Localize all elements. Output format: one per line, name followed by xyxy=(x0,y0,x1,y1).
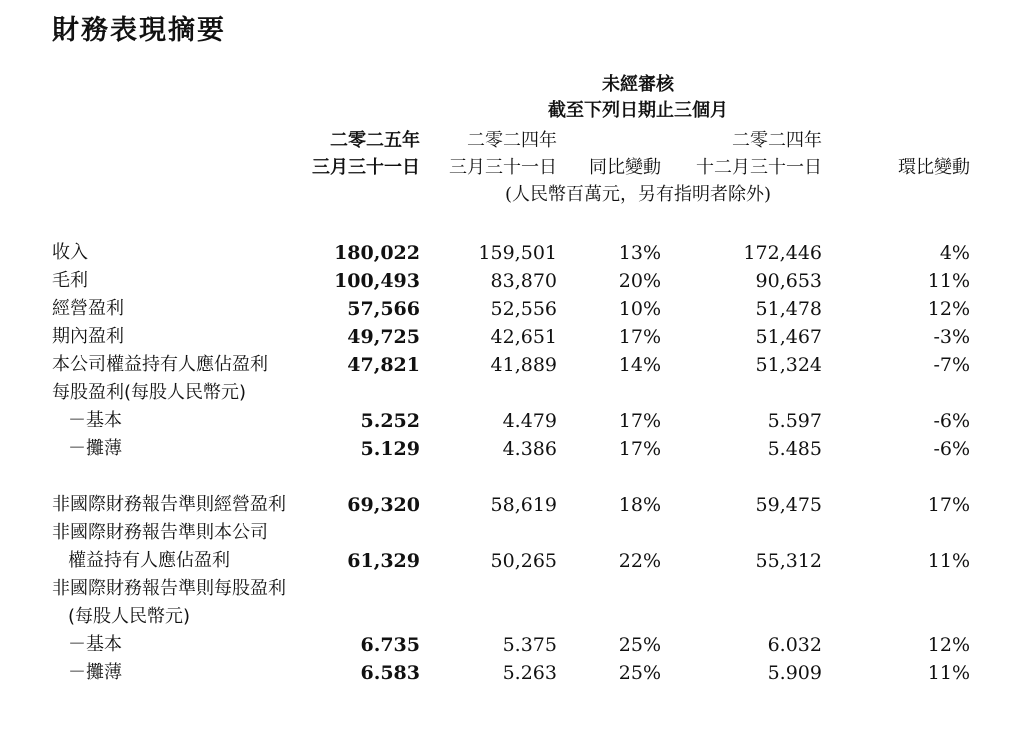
value-yoy: 17% xyxy=(618,326,661,348)
page-title: 財務表現摘要 xyxy=(52,15,226,46)
value-yoy: 10% xyxy=(618,298,661,320)
value-2025q1: 49,725 xyxy=(347,326,420,348)
table-row xyxy=(0,603,1024,631)
value-qoq: 11% xyxy=(927,550,970,572)
value-yoy: 22% xyxy=(618,550,661,572)
unaudited-label: 未經審核 xyxy=(602,74,674,95)
value-2025q1: 100,493 xyxy=(334,270,420,292)
row-label: (每股人民幣元) xyxy=(68,606,191,627)
value-qoq: -6% xyxy=(933,438,970,460)
value-qoq: 17% xyxy=(927,494,970,516)
row-label: －攤薄 xyxy=(68,438,122,459)
row-label: 非國際財務報告準則每股盈利 xyxy=(52,578,286,599)
col3-header: 同比變動 xyxy=(589,157,661,178)
value-yoy: 14% xyxy=(618,354,661,376)
table-row xyxy=(0,267,1024,295)
table-row xyxy=(0,351,1024,379)
value-2025q1: 57,566 xyxy=(347,298,420,320)
value-yoy: 17% xyxy=(618,410,661,432)
col5-header: 環比變動 xyxy=(898,157,970,178)
row-label: 權益持有人應佔盈利 xyxy=(68,550,230,571)
value-yoy: 25% xyxy=(618,634,661,656)
value-qoq: 4% xyxy=(939,242,970,264)
value-2024q4: 172,446 xyxy=(743,242,822,264)
value-2024q4: 51,478 xyxy=(755,298,822,320)
row-label: 毛利 xyxy=(52,270,88,291)
value-qoq: 11% xyxy=(927,270,970,292)
value-2024q4: 55,312 xyxy=(755,550,822,572)
table-row xyxy=(0,407,1024,435)
table-row xyxy=(0,491,1024,519)
col1-header-year: 二零二五年 xyxy=(330,130,420,151)
row-label: 本公司權益持有人應佔盈利 xyxy=(52,354,268,375)
col2-header-date: 三月三十一日 xyxy=(449,157,557,178)
table-row xyxy=(0,435,1024,463)
value-2025q1: 180,022 xyxy=(334,242,420,264)
value-2024q4: 5.909 xyxy=(767,662,822,684)
value-2025q1: 6.735 xyxy=(360,634,420,656)
row-label: 收入 xyxy=(52,242,88,263)
table-row xyxy=(0,239,1024,267)
value-qoq: 12% xyxy=(927,298,970,320)
value-2024q4: 90,653 xyxy=(755,270,822,292)
table-row xyxy=(0,323,1024,351)
row-label: 每股盈利(每股人民幣元) xyxy=(52,382,247,403)
row-label: －基本 xyxy=(68,410,122,431)
row-label: 非國際財務報告準則本公司 xyxy=(52,522,268,543)
value-2024q1: 4.386 xyxy=(502,438,557,460)
value-2024q1: 5.263 xyxy=(502,662,557,684)
value-2024q1: 58,619 xyxy=(490,494,557,516)
value-yoy: 13% xyxy=(618,242,661,264)
value-qoq: 12% xyxy=(927,634,970,656)
value-yoy: 25% xyxy=(618,662,661,684)
value-2024q1: 50,265 xyxy=(490,550,557,572)
table-row xyxy=(0,659,1024,687)
value-2025q1: 5.252 xyxy=(360,410,420,432)
value-2024q4: 6.032 xyxy=(767,634,822,656)
row-label: 期內盈利 xyxy=(52,326,124,347)
value-2024q1: 159,501 xyxy=(478,242,557,264)
value-yoy: 18% xyxy=(618,494,661,516)
table-row xyxy=(0,575,1024,603)
col2-header-year: 二零二四年 xyxy=(467,130,557,151)
value-2025q1: 47,821 xyxy=(347,354,420,376)
row-label: －攤薄 xyxy=(68,662,122,683)
value-2025q1: 5.129 xyxy=(360,438,420,460)
value-2025q1: 69,320 xyxy=(347,494,420,516)
value-qoq: 11% xyxy=(927,662,970,684)
value-2024q4: 5.485 xyxy=(767,438,822,460)
col4-header-year: 二零二四年 xyxy=(732,130,822,151)
table-row xyxy=(0,379,1024,407)
value-yoy: 17% xyxy=(618,438,661,460)
row-label: 非國際財務報告準則經營盈利 xyxy=(52,494,286,515)
value-2024q1: 52,556 xyxy=(490,298,557,320)
value-2025q1: 61,329 xyxy=(347,550,420,572)
value-2024q4: 59,475 xyxy=(755,494,822,516)
value-2024q1: 42,651 xyxy=(490,326,557,348)
value-qoq: -6% xyxy=(933,410,970,432)
table-row xyxy=(0,519,1024,547)
row-label: 經營盈利 xyxy=(52,298,124,319)
col1-header-date: 三月三十一日 xyxy=(312,157,420,178)
value-qoq: -3% xyxy=(933,326,970,348)
value-2024q4: 51,467 xyxy=(755,326,822,348)
value-2024q4: 5.597 xyxy=(767,410,822,432)
value-2024q1: 41,889 xyxy=(490,354,557,376)
value-2025q1: 6.583 xyxy=(360,662,420,684)
value-qoq: -7% xyxy=(933,354,970,376)
period-label: 截至下列日期止三個月 xyxy=(548,100,728,121)
row-label: －基本 xyxy=(68,634,122,655)
unit-note: (人民幣百萬元，另有指明者除外) xyxy=(504,184,772,205)
table-row xyxy=(0,631,1024,659)
value-yoy: 20% xyxy=(618,270,661,292)
col4-header-date: 十二月三十一日 xyxy=(696,157,822,178)
value-2024q1: 5.375 xyxy=(502,634,557,656)
value-2024q4: 51,324 xyxy=(755,354,822,376)
table-row xyxy=(0,295,1024,323)
table-row xyxy=(0,547,1024,575)
value-2024q1: 4.479 xyxy=(502,410,557,432)
value-2024q1: 83,870 xyxy=(490,270,557,292)
